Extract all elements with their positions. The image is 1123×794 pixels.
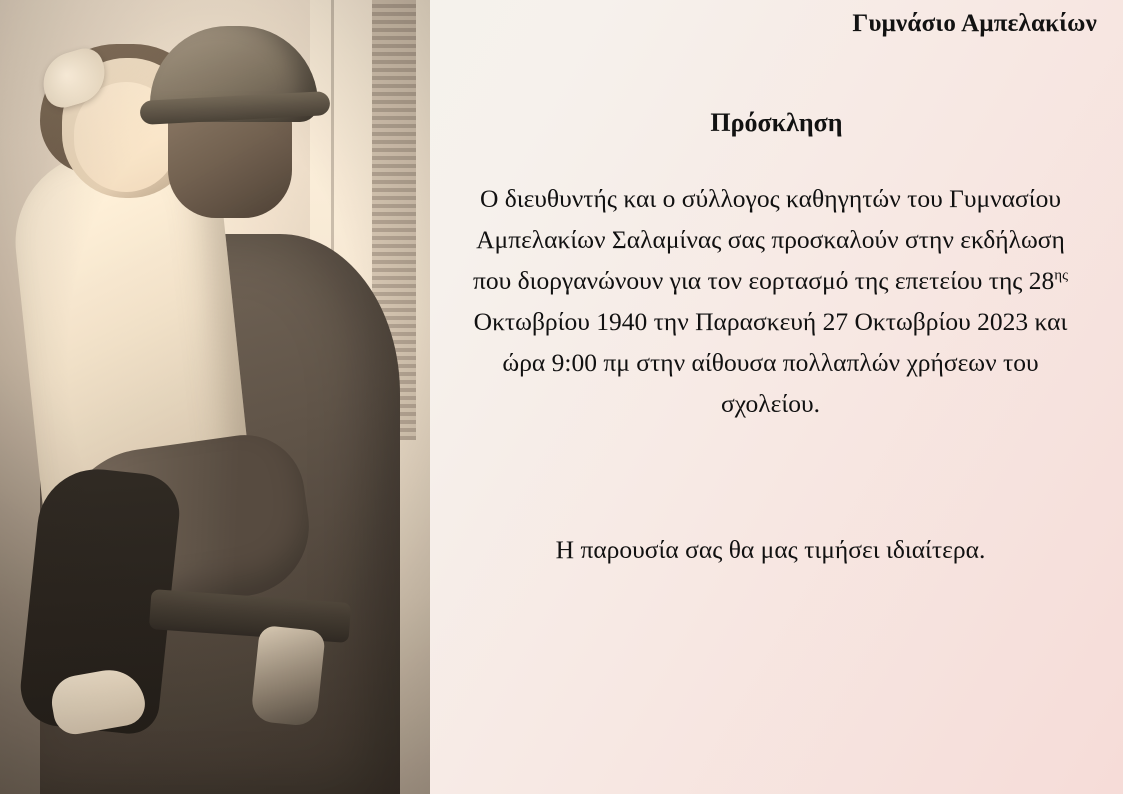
text-panel	[430, 0, 1123, 794]
invitation-body	[458, 178, 1083, 424]
historic-photo-panel	[0, 0, 430, 794]
invitation-body-part1: Ο διευθυντής και ο σύλλογος καθηγητών του Γυμνασίου Αμπελακίων Σαλαμίνας σας προσκαλούν στην εκδήλωση που διοργανώνουν για τον εορτασμό της επετείου της 28	[472, 184, 1065, 295]
invitation-closing: Η παρουσία σας θα μας τιμήσει ιδιαίτερα.	[555, 535, 986, 564]
invitation-body-part2: Οκτωβρίου 1940 την Παρασκευή 27 Οκτωβρίου 2023 και ώρα 9:00 πμ στην αίθουσα πολλαπλών χρήσεων του σχολείου.	[473, 307, 1068, 418]
school-name: Γυμνάσιο Αμπελακίων	[852, 10, 1097, 37]
page-title: Πρόσκληση	[710, 108, 843, 137]
soldier-canteen	[250, 625, 326, 727]
invitation-body-ordinal: ης	[1054, 267, 1069, 284]
historic-photo-image	[0, 0, 430, 794]
